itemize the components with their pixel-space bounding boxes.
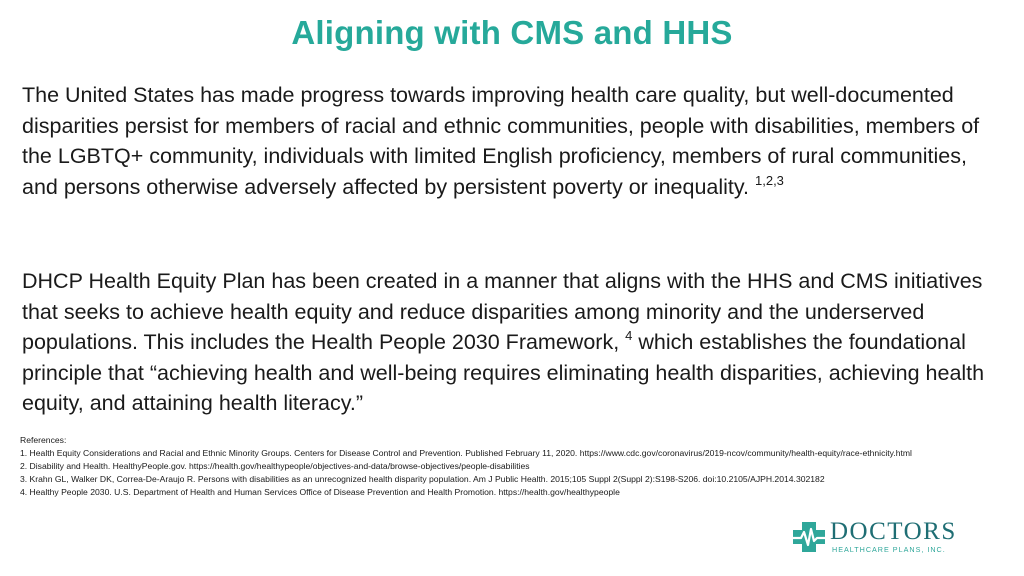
reference-item: 3. Krahn GL, Walker DK, Correa-De-Araujo R. Persons with disabilities as an unrecognized health disparity population. Am J Public Health. 2015;105 Suppl 2(Suppl 2):S198-S206. doi:10.2105/AJPH.2014.302182 bbox=[20, 474, 825, 484]
reference-item: 2. Disability and Health. HealthyPeople.gov. https://health.gov/healthypeople/objectives-and-data/browse-objectives/people-disabilities bbox=[20, 461, 530, 471]
slide-title: Aligning with CMS and HHS bbox=[291, 14, 733, 51]
paragraph-disparities bbox=[22, 80, 1007, 202]
reference-item: 4. Healthy People 2030. U.S. Department of Health and Human Services Office of Disease Prevention and Health Promotion. https://health.gov/healthypeople bbox=[20, 487, 620, 497]
logo-tagline: HEALTHCARE PLANS, INC. bbox=[832, 545, 946, 554]
citation-superscript-1-3: 1,2,3 bbox=[755, 172, 784, 188]
paragraph-2-text-before: DHCP Health Equity Plan has been created in a manner that aligns with the HHS and CMS initiatives that seeks to achieve health equity and reduce disparities among minority and the underserved populations. This includes the Health People 2030 Framework, bbox=[22, 269, 983, 355]
doctors-healthcare-plans-logo bbox=[792, 518, 962, 555]
paragraph-health-equity-plan bbox=[22, 266, 1007, 419]
references-section bbox=[20, 434, 1010, 499]
paragraph-1-text: The United States has made progress towards improving health care quality, but well-documented disparities persist for members of racial and ethnic communities, people with disabilities, members of the LGBTQ+ community, individuals with limited English proficiency, members of rural communities, and persons otherwise adversely affected by persistent poverty or inequality. bbox=[22, 83, 980, 199]
logo-wordmark: DOCTORS bbox=[830, 518, 957, 545]
heartbeat-cross-icon bbox=[792, 521, 826, 553]
reference-item: 1. Health Equity Considerations and Racial and Ethnic Minority Groups. Centers for Disease Control and Prevention. Published February 11, 2020. https://www.cdc.gov/coronavirus/2019-ncov/community/health-equity/race-ethnicity.html bbox=[20, 448, 912, 458]
paragraph-2-text-after: which establishes the foundational principle that “achieving health and well-being requires eliminating health disparities, achieving health equity, and attaining health literacy.” bbox=[22, 330, 985, 416]
citation-superscript-4: 4 bbox=[625, 328, 633, 344]
references-heading: References: bbox=[20, 435, 67, 445]
